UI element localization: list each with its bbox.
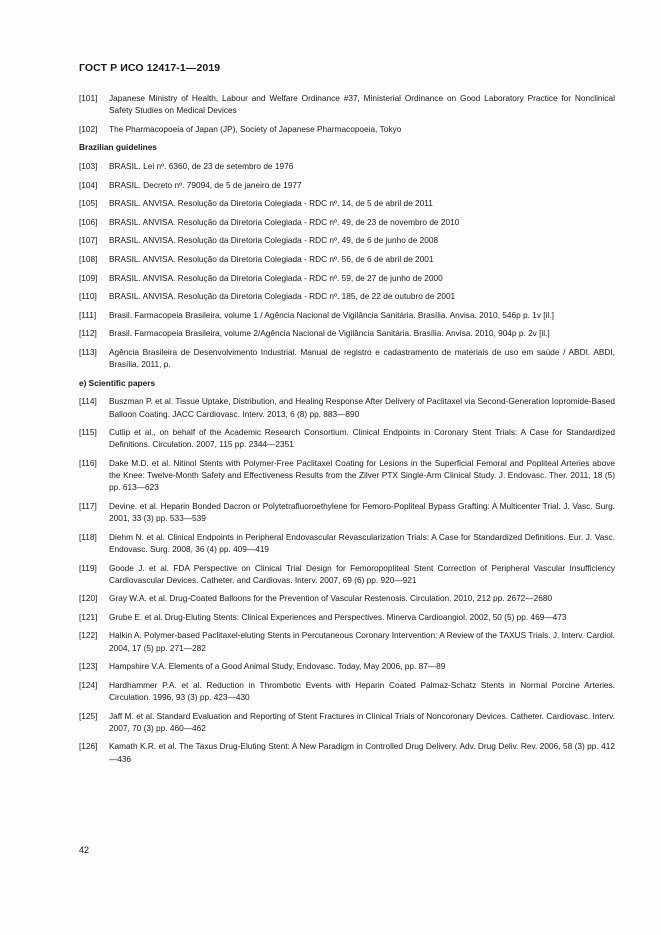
reference-text: BRASIL. ANVISA. Resolução da Diretoria Colegiada - RDC nº. 49, de 23 de novembro de 2010 <box>109 216 460 227</box>
reference-item <box>79 457 615 494</box>
reference-text: BRASIL. ANVISA. Resolução da Diretoria Colegiada - RDC nº. 56, de 6 de abril de 2001 <box>109 253 434 264</box>
reference-number: [108] <box>79 253 98 264</box>
reference-number: [107] <box>79 235 98 246</box>
reference-number: [122] <box>79 630 98 641</box>
reference-item <box>79 327 615 339</box>
reference-item <box>79 253 615 265</box>
reference-number: [117] <box>79 500 97 511</box>
reference-text: Diehm N. et al. Clinical Endpoints in Peripheral Endovascular Revascularization Trials: A Case for Standardized Definitions. Eur. J. Vasc. Endovasc. Surg. 2008, 36 (4) pp. 409—419 <box>109 531 615 554</box>
reference-item <box>79 679 615 703</box>
reference-text: BRASIL. ANVISA. Resolução da Diretoria Colegiada - RDC nº. 185, de 22 de outubro de 2001 <box>109 291 456 302</box>
reference-item <box>79 197 615 209</box>
reference-text: Japanese Ministry of Health, Labour and Welfare Ordinance #37, Ministerial Ordinance on Good Laboratory Practice for Nonclinical Safety Studies on Medical Devices <box>109 93 615 116</box>
document-header: ГОСТ Р ИСО 12417-1—2019 <box>79 62 221 74</box>
reference-number: [103] <box>79 160 98 171</box>
reference-item <box>79 290 615 302</box>
reference-text: The Pharmacopoeia of Japan (JP), Society of Japanese Pharmacopoeia, Tokyo <box>109 123 402 134</box>
reference-item <box>79 123 615 135</box>
reference-item <box>79 179 615 191</box>
reference-number: [109] <box>79 272 98 283</box>
reference-item <box>79 309 615 321</box>
reference-number: [113] <box>79 346 97 357</box>
section-heading: e) Scientific papers <box>79 377 156 388</box>
reference-number: [120] <box>79 593 98 604</box>
reference-item <box>79 660 615 672</box>
reference-item <box>79 92 615 116</box>
reference-text: Goode J. et al. FDA Perspective on Clinical Trial Design for Femoropopliteal Stent Correction of Peripheral Vascular Insufficiency Cardiovascular Devices. Catheter. and Cardiovas. Interv. 2007, 69 (6) pp. 920—921 <box>109 562 615 585</box>
reference-number: [104] <box>79 179 98 190</box>
reference-text: Dake M.D. et al. Nitinol Stents with Polymer-Free Paclitaxel Coating for Lesions in the Superficial Femoral and Popliteal Arteries above the Knee: Twelve-Month Safety and Effectiveness Results from the Zilver PTX Single-Arm Clinical Study. J. Endovasc. Ther. 2011, 18 (5) pp. 613—623 <box>109 457 615 493</box>
reference-item <box>79 395 615 419</box>
reference-text: Halkin A. Polymer-based Paclitaxel-eluting Stents in Percutaneous Coronary Intervention: A Review of the TAXUS Trials. J. Interv. Cardiol. 2004, 17 (5) pp. 271—282 <box>109 630 615 653</box>
reference-text: Buszman P. et al. Tissue Uptake, Distribution, and Healing Response After Delivery of Paclitaxel via Second-Generation Iopromide-Based Balloon Coating. JACC Cardiovasc. Interv. 2013, 6 (8) pp. 883—890 <box>109 396 615 419</box>
reference-text: Hardhammer P.A. et al. Reduction in Thrombotic Events with Heparin Coated Palmaz-Schatz Stents in Normal Porcine Arteries. Circulation. 1996, 93 (3) pp. 423—430 <box>109 679 615 703</box>
reference-item <box>79 611 615 623</box>
reference-text: Brasil. Farmacopeia Brasileira, volume 1 / Agência Nacional de Vigilância Sanitária. Brasília. Anvisa. 2010, 546p p. 1v [il.] <box>109 309 554 320</box>
reference-item <box>79 629 615 653</box>
page-number: 42 <box>79 845 90 855</box>
reference-number: [102] <box>79 123 98 134</box>
reference-text: Gray W.A. et al. Drug-Coated Balloons for the Prevention of Vascular Restenosis. Circulation. 2010, 212 pp. 2672—2680 <box>109 593 553 604</box>
reference-number: [112] <box>79 328 97 339</box>
reference-text: Devine. et al. Heparin Bonded Dacron or Polytetrafluoroethylene for Femoro-Popliteal Bypass Grafting: A Multicenter Trial. J. Vasc. Surg. 2001, 33 (3) pp. 533—539 <box>109 500 615 524</box>
reference-text: Grube E. et al. Drug-Eluting Stents: Clinical Experiences and Perspectives. Minerva Cardioangiol. 2002, 50 (5) pp. 469—473 <box>109 611 567 622</box>
reference-item <box>79 272 615 284</box>
reference-item <box>79 531 615 555</box>
reference-item <box>79 346 615 370</box>
reference-item <box>79 426 615 450</box>
reference-number: [121] <box>79 611 98 622</box>
reference-number: [126] <box>79 741 98 752</box>
reference-text: Jaff M. et al. Standard Evaluation and Reporting of Stent Fractures in Clinical Trials of Noncoronary Devices. Catheter. Cardiovasc. Interv. 2007, 70 (3) pp. 460—462 <box>109 710 615 733</box>
reference-item <box>79 216 615 228</box>
reference-number: [105] <box>79 198 98 209</box>
reference-number: [110] <box>79 291 97 302</box>
reference-number: [125] <box>79 710 98 721</box>
reference-item <box>79 710 615 734</box>
reference-list <box>79 92 615 771</box>
reference-item <box>79 562 615 586</box>
reference-item <box>79 234 615 246</box>
reference-text: Kamath K.R. et al. The Taxus Drug-Eluting Stent: A New Paradigm in Controlled Drug Delivery. Adv. Drug Deliv. Rev. 2006, 58 (3) pp. 412—436 <box>109 741 615 764</box>
reference-text: Cutlip et al., on behalf of the Academic Research Consortium. Clinical Endpoints in Coronary Stent Trials: A Case for Standardized Definitions. Circulation. 2007, 115 pp. 2344—2351 <box>109 427 615 450</box>
reference-number: [123] <box>79 661 98 672</box>
reference-number: [111] <box>79 309 97 320</box>
reference-item <box>79 592 615 604</box>
reference-number: [101] <box>79 93 98 103</box>
reference-text: Hampshire V.A. Elements of a Good Animal Study, Endovasc. Today, May 2006, pp. 87—89 <box>109 661 446 672</box>
reference-number: [124] <box>79 679 98 690</box>
reference-item <box>79 160 615 172</box>
reference-text: BRASIL. Decreto nº. 79094, de 5 de janeiro de 1977 <box>109 179 302 190</box>
reference-item <box>79 500 615 524</box>
reference-number: [106] <box>79 216 98 227</box>
reference-text: BRASIL. ANVISA. Resolução da Diretoria Colegiada - RDC nº. 49, de 6 de junho de 2008 <box>109 235 439 246</box>
reference-text: BRASIL. Lei nº. 6360, de 23 de setembro de 1976 <box>109 160 294 171</box>
reference-text: BRASIL. ANVISA. Resolução da Diretoria Colegiada - RDC nº. 59, de 27 de junho de 2000 <box>109 272 443 283</box>
reference-number: [115] <box>79 427 97 438</box>
reference-number: [119] <box>79 562 97 573</box>
reference-number: [114] <box>79 396 97 407</box>
reference-text: Agência Brasileira de Desenvolvimento Industrial. Manual de registro e cadastramento de materiais de uso em saúde / ABDI. ABDI, Brasília, 2011, p. <box>109 346 615 370</box>
section-heading: Brazilian guidelines <box>79 142 157 153</box>
reference-number: [116] <box>79 457 97 468</box>
reference-item <box>79 740 615 764</box>
reference-text: BRASIL. ANVISA. Resolução da Diretoria Colegiada - RDC nº. 14, de 5 de abril de 2011 <box>109 198 433 209</box>
reference-text: Brasil. Farmacopeia Brasileira, volume 2/Agência Nacional de Vigilância Sanitária. Brasília. Anvisa. 2010, 904p p. 2v [il.] <box>109 328 550 339</box>
reference-number: [118] <box>79 531 97 542</box>
